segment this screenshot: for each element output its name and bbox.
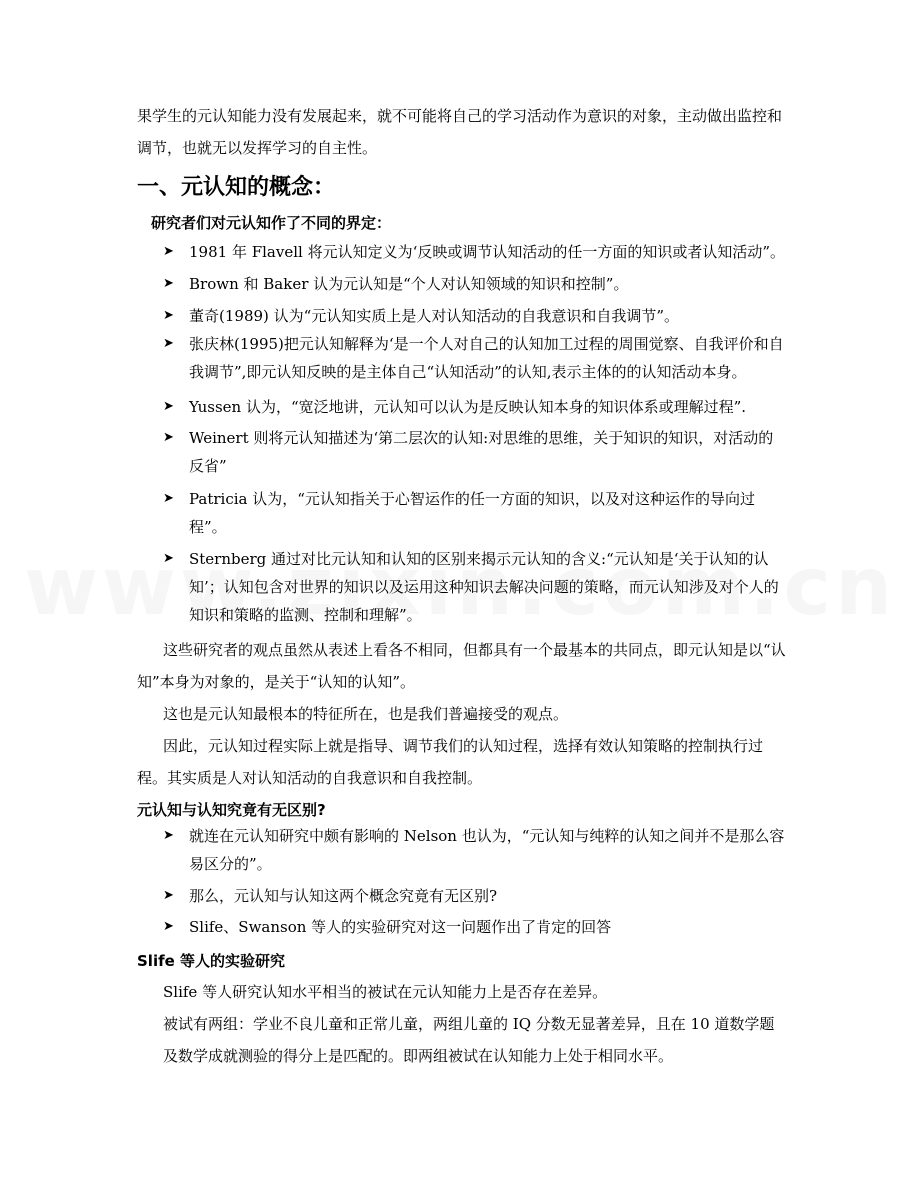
definition-text: Brown 和 Baker 认为元认知是“个人对认知领域的知识和控制”。 (189, 275, 629, 293)
summary-paragraph: 这些研究者的观点虽然从表述上看各不相同，但都具有一个最基本的共同点，即元认知是以“认知”本身为对象的，是关于“认知的认知”。 (137, 641, 786, 691)
definition-item (163, 485, 785, 541)
arrow-bullet-icon: ➤ (163, 888, 174, 903)
slife-heading: Slife 等人的实验研究 (137, 952, 286, 970)
difference-text: 那么，元认知与认知这两个概念究竟有无区别? (189, 887, 498, 905)
arrow-bullet-icon: ➤ (163, 399, 174, 414)
arrow-bullet-icon: ➤ (163, 828, 174, 843)
arrow-bullet-icon: ➤ (163, 430, 174, 445)
slife-paragraph: Slife 等人研究认知水平相当的被试在元认知能力上是否存在差异。 (163, 983, 608, 1001)
difference-item (163, 822, 785, 878)
definition-item (163, 545, 785, 629)
definition-item (163, 393, 785, 421)
intro-paragraph: 果学生的元认知能力没有发展起来，就不可能将自己的学习活动作为意识的对象，主动做出监控和调节，也就无以发挥学习的自主性。 (137, 107, 783, 157)
difference-text: 就连在元认知研究中颇有影响的 Nelson 也认为，“元认知与纯粹的认知之间并不是那么容易区分的”。 (189, 827, 785, 873)
definition-item (163, 424, 785, 480)
definition-text: 1981 年 Flavell 将元认知定义为‘反映或调节认知活动的任一方面的知识或者认知活动”。 (189, 243, 786, 261)
arrow-bullet-icon: ➤ (163, 336, 174, 351)
arrow-bullet-icon: ➤ (163, 308, 174, 323)
difference-item (163, 913, 785, 941)
summary-paragraph: 这也是元认知最根本的特征所在，也是我们普遍接受的观点。 (163, 705, 569, 723)
arrow-bullet-icon: ➤ (163, 276, 174, 291)
definitions-heading: 研究者们对元认知作了不同的界定： (151, 214, 392, 232)
definition-item (163, 238, 785, 266)
arrow-bullet-icon: ➤ (163, 244, 174, 259)
definition-text: 董奇(1989) 认为“元认知实质上是人对认知活动的自我意识和自我调节”。 (189, 307, 679, 325)
difference-text: Slife、Swanson 等人的实验研究对这一问题作出了肯定的回答 (189, 918, 612, 936)
difference-item (163, 882, 785, 910)
definition-item (163, 330, 785, 386)
definition-text: Weinert 则将元认知描述为‘第二层次的认知:对思维的思维，关于知识的知识，对活动的反省” (189, 429, 774, 475)
arrow-bullet-icon: ➤ (163, 919, 174, 934)
arrow-bullet-icon: ➤ (163, 551, 174, 566)
difference-heading: 元认知与认知究竟有无区别? (137, 801, 326, 819)
definition-item (163, 302, 785, 330)
definition-text: Patricia 认为，“元认知指关于心智运作的任一方面的知识，以及对这种运作的导向过程”。 (189, 490, 755, 536)
summary-paragraph: 因此，元认知过程实际上就是指导、调节我们的认知过程，选择有效认知策略的控制执行过程。其实质是人对认知活动的自我意识和自我控制。 (137, 737, 764, 787)
slife-paragraph: 被试有两组：学业不良儿童和正常儿童，两组儿童的 IQ 分数无显著差异，且在 10 道数学题及数学成就测验的得分上是匹配的。即两组被试在认知能力上处于相同水平。 (163, 1015, 775, 1065)
section-heading: 一、元认知的概念： (137, 175, 336, 200)
definition-text: 张庆林(1995)把元认知解释为‘是一个人对自己的认知加工过程的周围觉察、自我评价和自我调节”,即元认知反映的是主体自己“认知活动”的认知,表示主体的的认知活动本身。 (189, 335, 784, 381)
definition-text: Yussen 认为，“宽泛地讲，元认知可以认为是反映认知本身的知识体系或理解过程”. (189, 398, 747, 416)
definition-item (163, 270, 785, 298)
definition-text: Sternberg 通过对比元认知和认知的区别来揭示元认知的含义:“元认知是‘关于认知的认知’；认知包含对世界的知识以及运用这种知识去解决问题的策略，而元认知涉及对个人的知识和策略的监测、控制和理解”。 (189, 550, 779, 624)
arrow-bullet-icon: ➤ (163, 491, 174, 506)
